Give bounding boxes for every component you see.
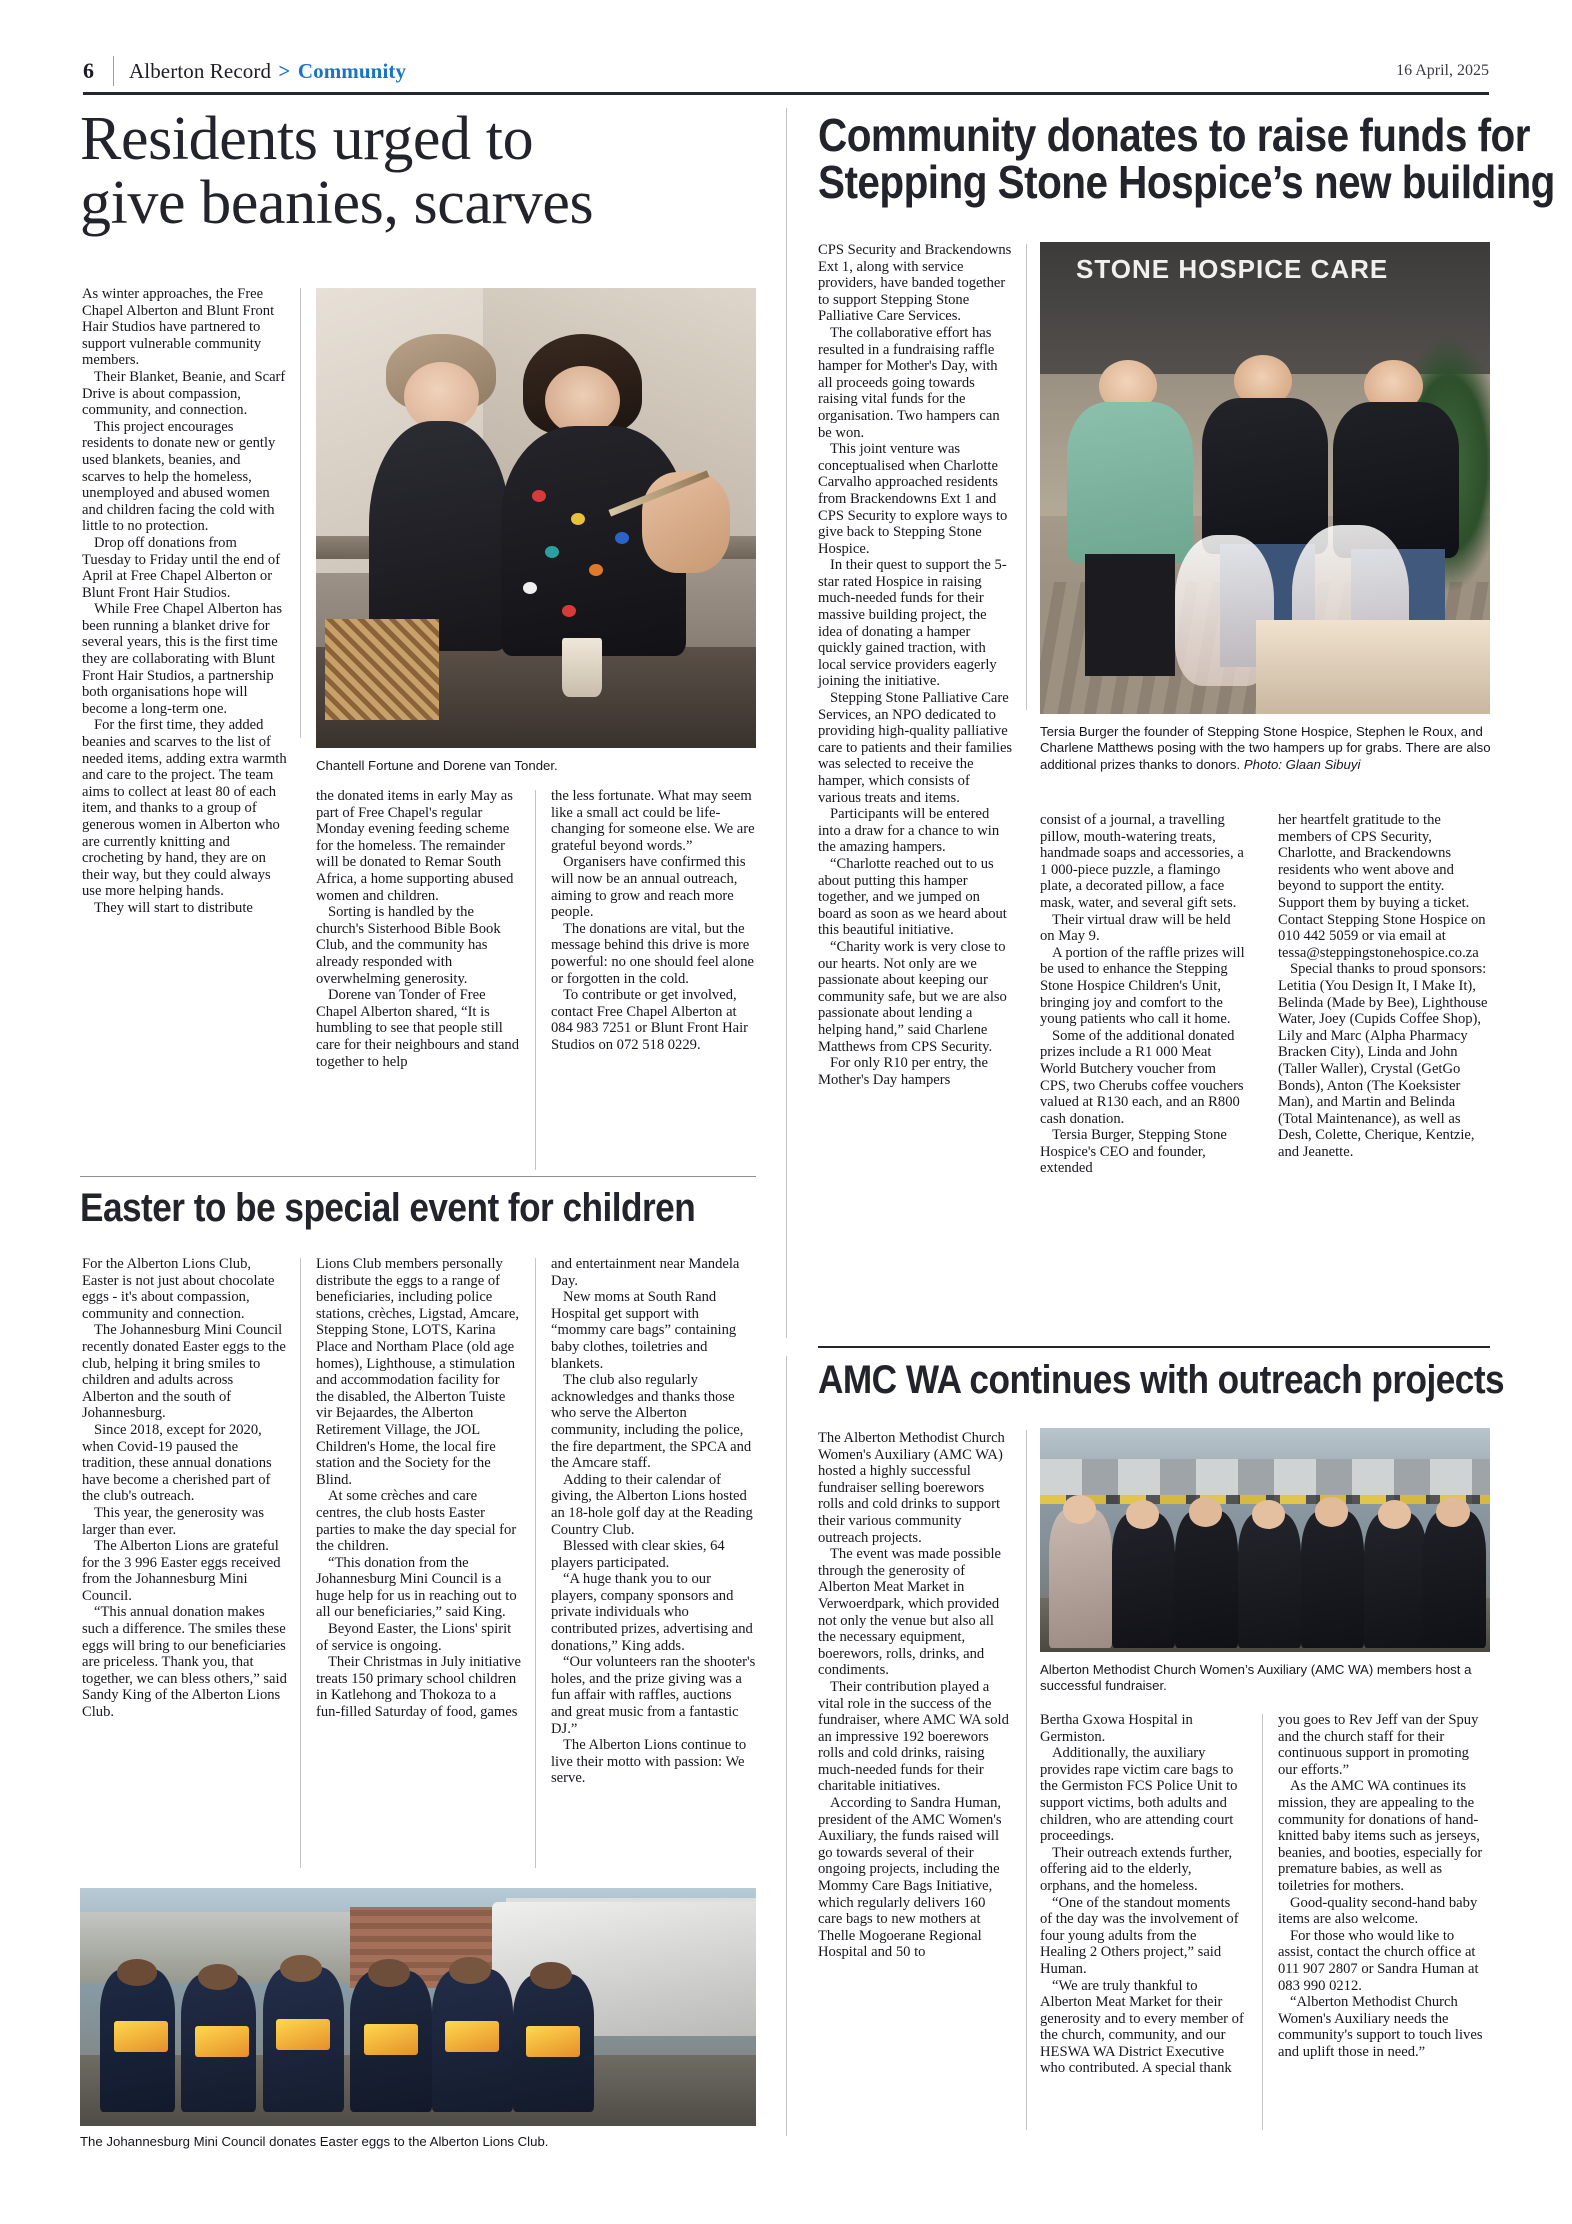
paragraph: the donated items in early May as part of Free Chapel's regular Monday evening feeding scheme for the homeless. The remainder will be donated to Remar South Africa, a home supporting abused women and children. (316, 788, 514, 904)
paragraph: “Charlotte reached out to us about putting this hamper together, and we jumped on board as soon as we heard about this beautiful initiative. (818, 855, 1007, 939)
paragraph: “A huge thank you to our players, company sponsors and private individuals who contributed prizes, advertising and donations,” King adds. (551, 1571, 753, 1654)
photo-person (1112, 1513, 1175, 1647)
paragraph: Adding to their calendar of giving, the Alberton Lions hosted an 18-hole golf day at the Reading Country Club. (551, 1471, 753, 1538)
paragraph: Tersia Burger, Stepping Stone Hospice's CEO and founder, extended (1040, 1127, 1227, 1177)
paragraph: Since 2018, except for 2020, when Covid-19 paused the tradition, these annual donations have become a cherished part of the club's outreach. (82, 1421, 272, 1505)
paragraph: Good-quality second-hand baby items are also welcome. (1278, 1894, 1478, 1928)
photo-person-face (1315, 1497, 1349, 1526)
page-number: 6 (83, 58, 94, 83)
paragraph: The Alberton Lions continue to live their motto with passion: We serve. (551, 1737, 747, 1787)
photo-person (1423, 1511, 1486, 1648)
paragraph: A portion of the raffle prizes will be used to enhance the Stepping Stone Hospice Children's Unit, bringing joy and comfort to the young patients who call it home. (1040, 944, 1245, 1028)
paragraph: This project encourages residents to donate new or gently used blankets, beanies, and scarves to help the homeless, unemployed and abused women and children facing the cold with little to no protection. (82, 418, 276, 535)
paragraph: The Alberton Lions are grateful for the 3 996 Easter eggs received from the Johannesburg Mini Council. (82, 1538, 281, 1604)
photo-person-face (404, 362, 479, 431)
amcwa-photo (1040, 1428, 1490, 1652)
hospice-headline-line1: Community donates to raise funds for (818, 109, 1530, 161)
beanies-column-3 (551, 788, 756, 1054)
paragraph: Participants will be entered into a draw for a chance to win the amazing hampers. (818, 806, 1000, 856)
paragraph: Their Blanket, Beanie, and Scarf Drive is about compassion, community, and connection. (82, 368, 286, 419)
photo-detail (532, 490, 546, 502)
paragraph: New moms at South Rand Hospital get support with “mommy care bags” containing baby clothes, toiletries and blankets. (551, 1289, 737, 1372)
beanies-column-1 (82, 286, 287, 917)
paragraph: This joint venture was conceptualised when Charlotte Carvalho approached residents from Brackendowns Ext 1 and CPS Security to explore ways to give back to Stepping Stone Hospice. (818, 441, 1008, 557)
photo-person (1238, 1513, 1301, 1647)
photo-person-torso (369, 421, 510, 651)
paragraph: Their outreach extends further, offering aid to the elderly, orphans, and the homeless. (1040, 1844, 1233, 1894)
paragraph: consist of a journal, a travelling pillow, mouth-watering treats, handmade soaps and accessories, a 1 000-piece puzzle, a flamingo plate, a decorated pillow, a face mask, water, and several gift sets. (1040, 812, 1244, 911)
paragraph: “Our volunteers ran the shooter's holes, and the prize giving was a fun affair with raffles, auctions and great music from a fantastic DJ.” (551, 1654, 756, 1737)
paragraph: the less fortunate. What may seem like a small act could be life-changing for someone else. We are grateful beyond words.” (551, 788, 755, 854)
photo-person-torso (1067, 402, 1193, 562)
section-name[interactable]: Community (297, 59, 407, 83)
paragraph: For the first time, they added beanies and scarves to the list of needed items, adding extra warmth and care to the project. The team aims to collect at least 80 of each item, and thanks to a group of generous women in Alberton who are currently knitting and crocheting by hand, they are on their way, but they could always use more helping hands. (82, 717, 287, 900)
package-divider (786, 108, 787, 1338)
amcwa-headline: AMC WA continues with outreach projects (818, 1358, 1505, 1402)
photo-detail (589, 564, 603, 576)
paragraph: This year, the generosity was larger than ever. (82, 1504, 265, 1538)
column-rule (1026, 244, 1027, 710)
amcwa-column-3 (1278, 1712, 1488, 2060)
photo-signboard-text: STONE HOSPICE CARE (1076, 254, 1389, 285)
paragraph: To contribute or get involved, contact Free Chapel Alberton at 084 983 7251 or Blunt Front Hair Studios on 072 518 0229. (551, 987, 749, 1053)
paragraph: her heartfelt gratitude to the members of CPS Security, Charlotte, and Brackendowns residents who went above and beyond to support the entity. Support them by buying a ticket. Contact Stepping Stone Hospice on 010 442 5059 or via email at tessa@steppingstonehospice.co.za (1278, 812, 1486, 961)
easter-photo-caption: The Johannesburg Mini Council donates Easter eggs to the Alberton Lions Club. (80, 2134, 549, 2149)
hospice-column-2 (1040, 812, 1245, 1177)
paragraph: Drop off donations from Tuesday to Friday until the end of April at Free Chapel Alberton or Blunt Front Hair Studios. (82, 534, 281, 601)
paragraph: “Alberton Methodist Church Women's Auxiliary needs the community's support to touch lives and uplift those in need.” (1278, 1994, 1483, 2060)
column-rule (535, 1258, 536, 1868)
paragraph: They will start to distribute (94, 899, 253, 916)
paragraph: As winter approaches, the Free Chapel Alberton and Blunt Front Hair Studios have partnered to support vulnerable community members. (82, 286, 275, 369)
photo-person-face (117, 1959, 158, 1985)
paragraph: For the Alberton Lions Club, Easter is not just about chocolate eggs - it's about compassion, community and connection. (82, 1256, 275, 1322)
paragraph: For those who would like to assist, contact the church office at 011 907 2807 or Sandra Human at 083 990 0212. (1278, 1927, 1479, 1994)
photo-person (1049, 1509, 1112, 1648)
paragraph: Some of the additional donated prizes include a R1 000 Meat World Butchery voucher from CPS, two Cherubs coffee vouchers valued at R130 each, and an R800 cash donation. (1040, 1027, 1244, 1127)
paragraph: The Johannesburg Mini Council recently donated Easter eggs to the club, helping it bring smiles to children and adults across Alberton and the south of Johannesburg. (82, 1322, 286, 1422)
easter-photo (80, 1888, 756, 2126)
publication-name: Alberton Record (129, 59, 272, 83)
photo-person (1175, 1511, 1238, 1648)
beanies-headline-line2: give beanies, scarves (80, 168, 594, 237)
hospice-column-1 (818, 242, 1013, 1088)
photo-person-face (1252, 1500, 1286, 1529)
masthead-rule (83, 92, 1489, 95)
easter-column-1 (82, 1256, 287, 1721)
hospice-photo-credit: Photo: Glaan Sibuyi (1243, 756, 1361, 772)
photo-person-legs (1085, 554, 1175, 677)
photo-table (1256, 620, 1490, 714)
paragraph: “Charity work is very close to our hearts. Not only are we passionate about keeping our community safe, but we are also passionate about lending a helping hand,” said Charlene Matthews from CPS Security. (818, 938, 1007, 1055)
paragraph: you goes to Rev Jeff van der Spuy and the church staff for their continuous support in promoting our efforts.” (1278, 1712, 1479, 1778)
photo-person-torso (1202, 398, 1328, 554)
beanies-photo (316, 288, 756, 748)
photo-person (1301, 1511, 1364, 1648)
photo-person-arm (642, 472, 730, 573)
paragraph: The collaborative effort has resulted in a fundraising raffle hamper for Mother's Day, with all proceeds going towards raising vital funds for the organisation. Two hampers can be won. (818, 324, 1000, 441)
paragraph: As the AMC WA continues its mission, they are appealing to the community for donations of hand-knitted baby items such as jerseys, beanies, and booties, especially for premature babies, as well as toiletries for mothers. (1278, 1778, 1483, 1894)
paragraph: Special thanks to proud sponsors: Letitia (You Design It, I Make It), Belinda (Made by Bee), Lighthouse Water, Joey (Cupids Coffee Shop), Lily and Marc (Alpha Pharmacy Bracken City), Linda and John (Taller Waller), Crystal (GetGo Bonds), Anton (The Koeksister Man), and Martin and Belinda (Total Maintenance), as well as Desh, Colette, Cherique, Kentzie, and Jeanette. (1278, 961, 1488, 1160)
amcwa-photo-caption: Alberton Methodist Church Women’s Auxiliary (AMC WA) members host a successful fundraiser. (1040, 1662, 1472, 1694)
amcwa-section-rule (818, 1346, 1490, 1348)
paragraph: and entertainment near Mandela Day. (551, 1256, 740, 1289)
paragraph: The Alberton Methodist Church Women's Auxiliary (AMC WA) hosted a highly successful fundraiser selling boerewors rolls and cold drinks to support their various community outreach projects. (818, 1430, 1005, 1546)
paragraph: Organisers have confirmed this will now be an annual outreach, aiming to grow and reach more people. (551, 854, 746, 921)
paragraph: The event was made possible through the generosity of Alberton Meat Market in Verwoerdpark, which provided not only the venue but also all the necessary equipment, boerewors, rolls, drinks, and condiments. (818, 1546, 1002, 1679)
photo-easter-egg-box (114, 2021, 168, 2052)
photo-detail (325, 619, 439, 720)
paragraph: Their virtual draw will be held on May 9. (1040, 911, 1231, 945)
paragraph: Sorting is handled by the church's Sisterhood Bible Book Club, and the community has already responded with overwhelming generosity. (316, 904, 501, 987)
paragraph: Bertha Gxowa Hospital in Germiston. (1040, 1712, 1193, 1745)
beanies-photo-caption: Chantell Fortune and Dorene van Tonder. (316, 758, 558, 773)
amcwa-column-1 (818, 1430, 1013, 1961)
amcwa-column-2 (1040, 1712, 1245, 2077)
photo-detail (562, 638, 602, 698)
hospice-headline-line2: Stepping Stone Hospice’s new building (818, 155, 1555, 208)
photo-easter-egg-box (195, 2026, 249, 2057)
beanies-column-2 (316, 788, 521, 1070)
photo-easter-egg-box (276, 2019, 330, 2050)
paragraph: For only R10 per entry, the Mother's Day hampers (818, 1055, 988, 1088)
column-rule (300, 288, 301, 738)
paragraph: Additionally, the auxiliary provides rape victim care bags to the Germiston FCS Police Unit to support victims, both adults and children, who are attending court proceedings. (1040, 1745, 1238, 1845)
paragraph: According to Sandra Human, president of the AMC Women's Auxiliary, the funds raised will go towards several of their ongoing projects, including the Mommy Care Bags Initiative, which regularly delivers 160 care bags to new mothers at Thelle Mogoerane Regional Hospital and 50 to (818, 1795, 1002, 1961)
hospice-photo (1040, 242, 1490, 714)
paragraph: CPS Security and Brackendowns Ext 1, along with service providers, have banded together to support Stepping Stone Palliative Care Services. (818, 242, 1012, 325)
issue-date: 16 April, 2025 (1396, 62, 1489, 79)
beanies-headline-line1: Residents urged to (80, 105, 534, 173)
paragraph: Dorene van Tonder of Free Chapel Alberton shared, “It is humbling to see that people still care for their neighbours and stand together to help (316, 987, 520, 1070)
paragraph: The donations are vital, but the message behind this drive is more powerful: no one should feel alone or forgotten in the cold. (551, 920, 755, 987)
photo-easter-egg-box (526, 2026, 580, 2057)
paragraph: “This annual donation makes such a difference. The smiles these eggs will bring to our beneficiaries are priceless. Thank you, that together, we can bless others,” said Sandy King of the Alberton Lions Club. (82, 1604, 287, 1721)
package-divider (786, 1356, 787, 2136)
breadcrumb-separator: > (278, 59, 291, 83)
hospice-column-3 (1278, 812, 1488, 1160)
hospice-caption-text: Tersia Burger the founder of Stepping Stone Hospice, Stephen le Roux, and Charlene Matthews posing with the two hampers up for grabs. There are also additional prizes thanks to donors. (1040, 724, 1491, 772)
photo-person (1364, 1513, 1427, 1647)
photo-detail (615, 532, 629, 544)
photo-easter-egg-box (364, 2024, 418, 2055)
masthead (83, 58, 1489, 94)
photo-person-face (1126, 1500, 1160, 1529)
beanies-headline (80, 105, 780, 237)
photo-detail (545, 546, 559, 558)
paragraph: “This donation from the Johannesburg Mini Council is a huge help for us in reaching out to all our beneficiaries,” said King. (316, 1554, 517, 1621)
hospice-headline (818, 109, 1572, 208)
column-rule (300, 1258, 301, 1868)
paragraph: Their Christmas in July initiative treats 150 primary school children in Katlehong and Thokoza to a fun-filled Saturday of food, games (316, 1654, 521, 1721)
paragraph: Their contribution played a vital role in the success of the fundraiser, where AMC WA sold an impressive 192 boerewors rolls and cold drinks, raising much-needed funds for their charitable initiatives. (818, 1678, 1009, 1795)
photo-person-face (1436, 1497, 1470, 1526)
paragraph: Lions Club members personally distribute the eggs to a range of beneficiaries, including police stations, crèches, Ligstad, Amcare, Stepping Stone, LOTS, Karina Place and Northam Place (old age homes), Lighthouse, a stimulation and accommodation facility for the disabled, the Alberton Tuiste vir Bejaardes, the Alberton Retirement Village, the JOL Children's Home, the local fire station and the Society for the Blind. (316, 1256, 520, 1488)
photo-person-face (368, 1959, 410, 1986)
paragraph: While Free Chapel Alberton has been running a blanket drive for several years, this is the first time they are collaborating with Blunt Front Hair Studios, a partnership both organisations hope will become a long-term one. (82, 601, 283, 717)
column-rule (1026, 1430, 1027, 2130)
easter-headline: Easter to be special event for children (80, 1186, 696, 1230)
paragraph: In their quest to support the 5-star rated Hospice in raising much-needed funds for their massive building project, the idea of donating a hamper quickly gained traction, with local service providers eagerly joining the initiative. (818, 557, 1007, 690)
easter-column-3 (551, 1256, 756, 1787)
paragraph: Stepping Stone Palliative Care Services, an NPO dedicated to providing high-quality palliative care to patients and their families was selected to receive the hamper, which consists of various treats and items. (818, 690, 1013, 806)
easter-column-2 (316, 1256, 521, 1721)
easter-section-rule (80, 1176, 756, 1177)
hospice-photo-caption (1040, 724, 1492, 773)
column-rule (535, 790, 536, 1170)
photo-person-face (280, 1955, 322, 1982)
masthead-divider (113, 56, 114, 86)
paragraph: Beyond Easter, the Lions' spirit of service is ongoing. (316, 1621, 512, 1654)
photo-person-face (1189, 1497, 1223, 1526)
paragraph: At some crèches and care centres, the club hosts Easter parties to make the day special for the children. (316, 1488, 517, 1555)
paragraph: Blessed with clear skies, 64 players participated. (551, 1538, 725, 1571)
photo-person-face (545, 366, 620, 435)
paragraph: “One of the standout moments of the day was the involvement of four young adults from the Healing 2 Others project,” said Human. (1040, 1894, 1239, 1977)
photo-person-face (1378, 1500, 1412, 1529)
column-rule (1262, 1714, 1263, 2130)
paragraph: The club also regularly acknowledges and thanks those who serve the Alberton community, including the police, the fire department, the SPCA and the Amcare staff. (551, 1372, 752, 1472)
photo-person-face (530, 1962, 572, 1989)
photo-easter-egg-box (445, 2021, 499, 2052)
masthead-title-group (129, 59, 406, 84)
paragraph: “We are truly thankful to Alberton Meat Market for their generosity and to every member of the church, community, and our HESWA WA District Executive who contributed. A special thank (1040, 1977, 1244, 2077)
